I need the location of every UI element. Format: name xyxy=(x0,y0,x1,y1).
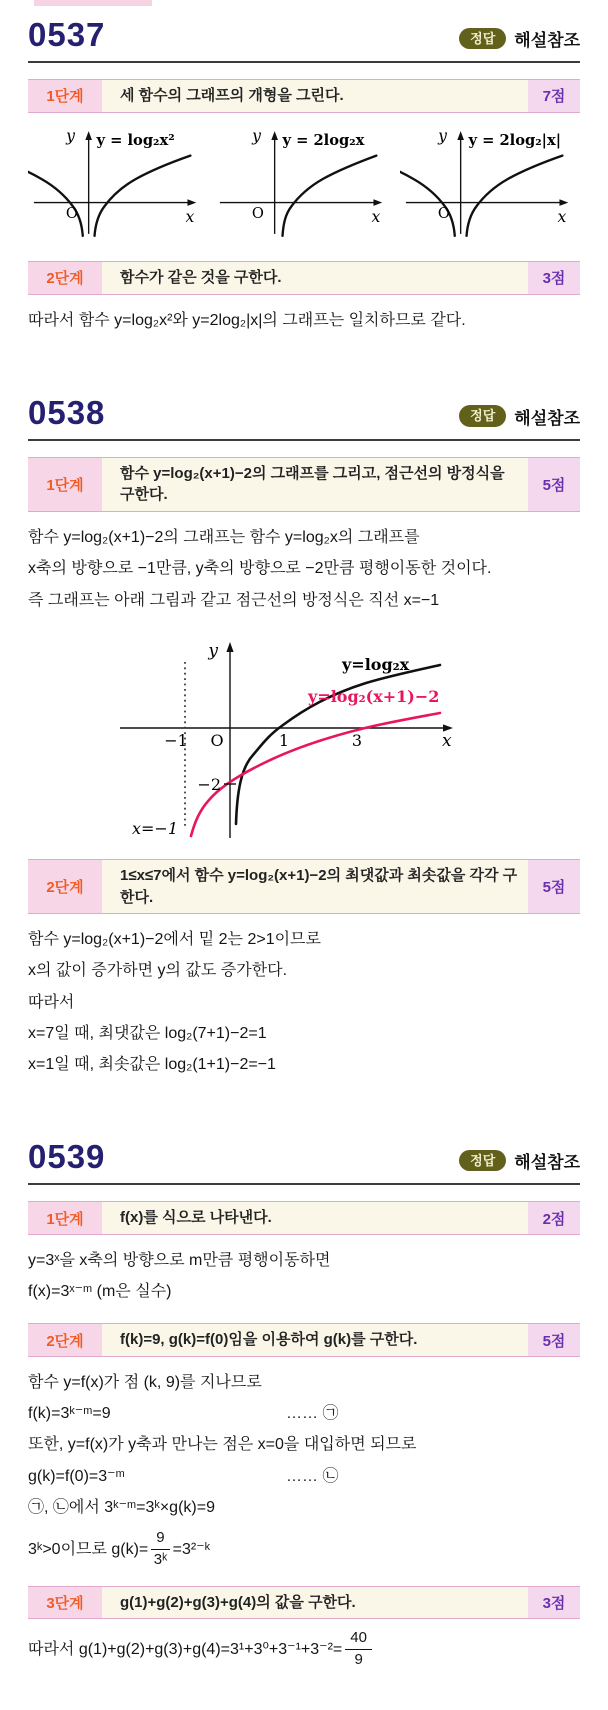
tick-label-minus1: −1 xyxy=(164,730,188,750)
problem-number: 0538 xyxy=(28,393,106,431)
fraction xyxy=(345,1629,372,1670)
text-line: x축의 방향으로 −1만큼, y축의 방향으로 −2만큼 평행이동한 것이다. xyxy=(28,560,492,578)
step-row-2 xyxy=(28,261,580,295)
text-line: y=3ˣ을 x축의 방향으로 m만큼 평행이동하면 xyxy=(28,1251,331,1269)
origin-label: O xyxy=(251,204,264,222)
step-score: 3점 xyxy=(528,262,580,294)
answer-reference: 해설참조 xyxy=(514,408,580,428)
asymptote-label: x=−1 xyxy=(131,818,178,838)
step-row-1 xyxy=(28,79,580,113)
x-axis-label: x xyxy=(557,206,567,226)
step-score: 3점 xyxy=(528,1587,580,1619)
section-gap xyxy=(28,1080,580,1124)
curve-right-branch xyxy=(282,155,376,235)
y-axis-arrow xyxy=(457,131,464,140)
step-badge: 1단계 xyxy=(28,458,102,512)
problem-header xyxy=(28,2,580,51)
formula: 또한, y=f(x)가 y축과 만나는 점은 x=0을 대입하면 되므로 xyxy=(28,1436,417,1454)
answer-area xyxy=(459,26,580,51)
step-desc: f(x)를 식으로 나타낸다. xyxy=(120,1209,272,1227)
page-top-decoration xyxy=(34,0,152,6)
problem-0539 xyxy=(28,1124,580,1670)
step-desc: g(1)+g(2)+g(3)+g(4)의 값을 구한다. xyxy=(120,1593,356,1611)
graph-wrap xyxy=(90,628,580,843)
step-row-2 xyxy=(28,859,580,915)
text-line: 함수 y=log₂(x+1)−2의 그래프는 함수 y=log₂x의 그래프를 xyxy=(28,529,420,547)
formula-prefix: 3ᵏ>0이므로 g(k)= xyxy=(28,1540,149,1558)
graph-log2-x-squared xyxy=(28,123,208,245)
gk-result-line xyxy=(28,1529,580,1570)
answer-area xyxy=(459,404,580,429)
y-axis-label: y xyxy=(252,125,261,145)
tick-label-3: 3 xyxy=(351,730,363,750)
header-rule xyxy=(28,439,580,441)
y-axis-arrow xyxy=(271,131,278,140)
x-axis-label: x xyxy=(442,730,452,751)
y-axis-arrow xyxy=(85,131,92,140)
text-line: 즉 그래프는 아래 그림과 같고 점근선의 방정식은 직선 x=−1 xyxy=(28,591,440,609)
step-row-1 xyxy=(28,1201,580,1235)
problem-header xyxy=(28,1124,580,1176)
step-badge: 3단계 xyxy=(28,1587,102,1619)
step-desc: 세 함수의 그래프의 개형을 그린다. xyxy=(120,87,344,104)
formula-prefix: 따라서 g(1)+g(2)+g(3)+g(4)=3¹+3⁰+3⁻¹+3⁻²= xyxy=(28,1640,343,1658)
step-desc: 1≤x≤7에서 함수 y=log₂(x+1)−2의 최댓값과 최솟값을 각각 구한다. xyxy=(120,866,518,906)
reference-marker: …… ㉠ xyxy=(286,1405,339,1423)
formula: ㉠, ㉡에서 3ᵏ⁻ᵐ=3ᵏ×g(k)=9 xyxy=(28,1498,215,1516)
black-curve-label: y=log₂x xyxy=(342,654,410,674)
graph-2log2-x xyxy=(214,123,394,245)
problem-number: 0537 xyxy=(28,16,106,53)
answer-reference: 해설참조 xyxy=(514,31,580,50)
text-line: 따라서 xyxy=(28,993,75,1011)
formula: g(k)=f(0)=3⁻ᵐ xyxy=(28,1467,125,1485)
step-row-2 xyxy=(28,1323,580,1357)
three-graphs-row xyxy=(28,123,580,245)
step-score: 7점 xyxy=(528,80,580,112)
step-desc: 함수가 같은 것을 구한다. xyxy=(120,268,282,286)
y-axis-arrow xyxy=(226,642,233,652)
text-line: f(x)=3ˣ⁻ᵐ (m은 실수) xyxy=(28,1283,172,1301)
graph-title: y = log₂x² xyxy=(96,131,175,149)
fraction-numerator: 9 xyxy=(151,1529,169,1550)
step-score: 5점 xyxy=(528,860,580,914)
step-row-1 xyxy=(28,457,580,513)
fraction xyxy=(151,1529,169,1570)
graph-2log2-abs-x xyxy=(400,123,580,245)
answer-area xyxy=(459,1148,580,1173)
answer-badge: 정답 xyxy=(459,405,506,427)
x-axis-arrow xyxy=(187,199,196,206)
header-rule xyxy=(28,1183,580,1185)
curve-right-branch xyxy=(95,155,191,235)
x-axis-label: x xyxy=(371,206,381,226)
step-badge: 2단계 xyxy=(28,860,102,914)
step-badge: 2단계 xyxy=(28,262,102,294)
x-axis-label: x xyxy=(185,206,195,226)
header-rule xyxy=(28,61,580,63)
step-badge: 1단계 xyxy=(28,1202,102,1234)
y-axis-label: y xyxy=(66,125,75,145)
step-badge: 2단계 xyxy=(28,1324,102,1356)
formula: f(k)=3ᵏ⁻ᵐ=9 xyxy=(28,1405,111,1423)
problem-0537 xyxy=(28,2,580,336)
step-badge: 1단계 xyxy=(28,80,102,112)
solution-text-1 xyxy=(28,522,580,616)
graph-log2-translation xyxy=(90,628,470,843)
problem-0538 xyxy=(28,380,580,1081)
answer-badge: 정답 xyxy=(459,1150,506,1172)
x-axis-arrow xyxy=(373,199,382,206)
final-answer-line xyxy=(28,1629,580,1670)
origin-label: O xyxy=(210,730,224,750)
curve-right-branch xyxy=(467,155,563,235)
text-line: x=1일 때, 최솟값은 log₂(1+1)−2=−1 xyxy=(28,1056,276,1073)
solution-text-1 xyxy=(28,1245,580,1307)
fraction-denominator: 3ᵏ xyxy=(153,1550,168,1568)
step-row-3 xyxy=(28,1586,580,1620)
text-line xyxy=(28,1367,580,1398)
solution-text-3 xyxy=(28,1629,580,1670)
answer-badge: 정답 xyxy=(459,28,506,50)
origin-label: O xyxy=(437,204,450,222)
text-line xyxy=(28,1398,580,1429)
step-desc: 함수 y=log₂(x+1)−2의 그래프를 그리고, 점근선의 방정식을 구한다. xyxy=(120,464,505,504)
solution-text-2 xyxy=(28,924,580,1080)
reference-marker: …… ㉡ xyxy=(286,1467,339,1485)
fraction-numerator: 40 xyxy=(345,1629,372,1650)
step-desc: f(k)=9, g(k)=f(0)임을 이용하여 g(k)를 구한다. xyxy=(120,1331,418,1349)
text-line: x의 값이 증가하면 y의 값도 증가한다. xyxy=(28,962,288,980)
solution-text-2 xyxy=(28,1367,580,1569)
problem-number: 0539 xyxy=(28,1138,106,1176)
conclusion-line: 따라서 함수 y=log₂x²와 y=2log₂|x|의 그래프는 일치하므로 같다. xyxy=(28,311,466,329)
section-gap xyxy=(28,336,580,380)
y-axis-label: y xyxy=(438,125,447,145)
solution-text xyxy=(28,305,580,336)
formula-suffix: =3²⁻ᵏ xyxy=(172,1540,211,1558)
pink-curve-label: y=log₂(x+1)−2 xyxy=(308,686,440,706)
y-axis-label: y xyxy=(208,640,218,661)
problem-header xyxy=(28,380,580,429)
step-score: 5점 xyxy=(528,1324,580,1356)
text-line xyxy=(28,1429,580,1460)
text-line xyxy=(28,1492,580,1523)
text-line xyxy=(28,1461,580,1492)
graph-title: y = 2log₂x xyxy=(282,131,365,149)
text-line: x=7일 때, 최댓값은 log₂(7+1)−2=1 xyxy=(28,1024,267,1042)
tick-label-1: 1 xyxy=(278,730,290,750)
formula: 함수 y=f(x)가 점 (k, 9)를 지나므로 xyxy=(28,1374,262,1392)
step-score: 5점 xyxy=(528,458,580,512)
curve-left-branch xyxy=(400,163,455,235)
fraction-denominator: 9 xyxy=(354,1651,363,1668)
answer-reference: 해설참조 xyxy=(514,1153,580,1173)
curve-log2x-translated xyxy=(191,713,440,836)
text-line: 함수 y=log₂(x+1)−2에서 밑 2는 2>1이므로 xyxy=(28,931,321,949)
step-score: 2점 xyxy=(528,1202,580,1234)
x-axis-arrow xyxy=(559,199,568,206)
graph-title: y = 2log₂|x| xyxy=(468,131,562,149)
curve-left-branch xyxy=(28,163,83,235)
origin-label: O xyxy=(65,204,78,222)
tick-label-minus2: −2 xyxy=(197,774,221,794)
